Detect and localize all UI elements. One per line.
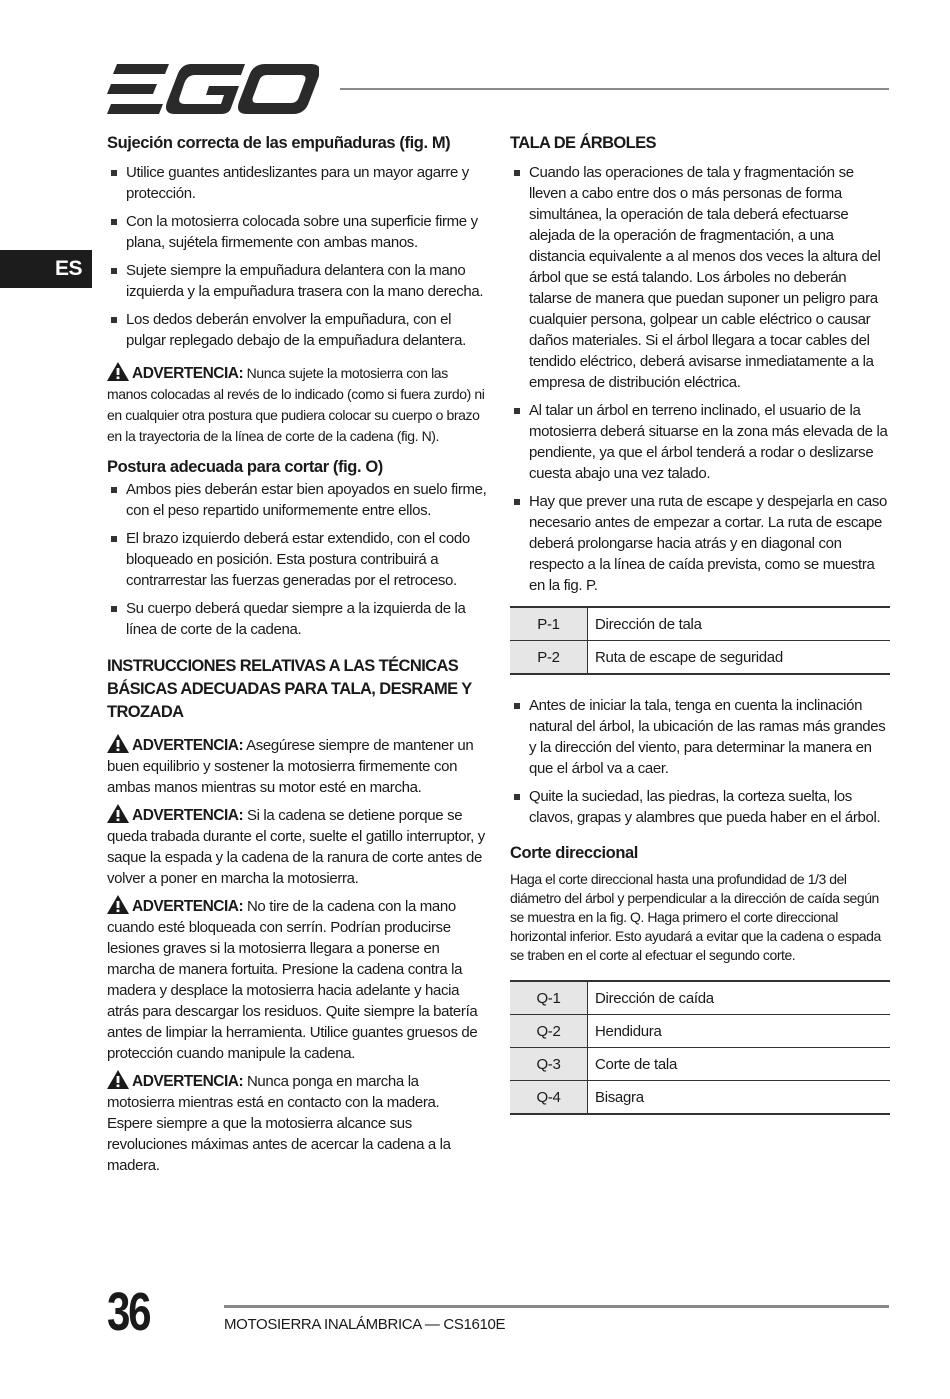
warning-icon xyxy=(107,734,129,753)
legend-code: Q-3 xyxy=(510,1048,588,1081)
legend-desc: Dirección de caída xyxy=(588,981,891,1015)
table-row xyxy=(510,1081,890,1115)
list-item: Hay que prever una ruta de escape y despejarla en caso necesario antes de empezar a cortar. La ruta de escape deberá prolongarse hacia atrás y en diagonal con respecto a la línea de caída prevista, como se muestra en la fig. P. xyxy=(510,491,890,596)
right-column xyxy=(510,132,890,1115)
footer-title: MOTOSIERRA INALÁMBRICA — CS1610E xyxy=(224,1316,506,1333)
table-row xyxy=(510,1015,890,1048)
warning-text: No tire de la cadena con la mano cuando esté bloqueada con serrín. Podrían producirse lesiones graves si la motosierra llegara a ponerse en marcha de manera fortuita. Presione la cadena contra la madera y desplace la motosierra hacia adelante y hacia atrás para descargar los residuos. Quite siempre la batería antes de limpiar la herramienta. Utilice guantes gruesos de protección cuando manipule la cadena. xyxy=(107,898,478,1062)
list-item: Utilice guantes antideslizantes para un mayor agarre y protección. xyxy=(107,162,487,204)
page-number: 36 xyxy=(107,1282,150,1342)
stance-list xyxy=(107,479,487,640)
notch-heading: Corte direccional xyxy=(510,844,638,862)
list-item: Su cuerpo deberá quedar siempre a la izquierda de la línea de corte de la cadena. xyxy=(107,598,487,640)
legend-desc: Dirección de tala xyxy=(588,607,891,641)
list-item: Sujete siempre la empuñadura delantera con la mano izquierda y la empuñadura trasera con la mano derecha. xyxy=(107,260,487,302)
warning-icon xyxy=(107,804,129,823)
warning-text: Nunca ponga en marcha la motosierra mientras está en contacto con la madera. Espere siempre a que la motosierra alcance sus revoluciones máximas antes de acercar la cadena a la madera. xyxy=(107,1073,451,1174)
left-column xyxy=(107,132,487,1182)
legend-code: Q-2 xyxy=(510,1015,588,1048)
list-item: Con la motosierra colocada sobre una superficie firme y plana, sujétela firmemente con ambas manos. xyxy=(107,211,487,253)
warning-label: ADVERTENCIA: xyxy=(132,1073,244,1090)
warning-block xyxy=(107,1070,487,1176)
grip-list xyxy=(107,162,487,351)
warning-block xyxy=(107,362,487,447)
list-item: Ambos pies deberán estar bien apoyados en suelo firme, con el peso repartido uniformemente entre ellos. xyxy=(107,479,487,521)
warning-icon xyxy=(107,362,129,381)
warning-label: ADVERTENCIA: xyxy=(132,807,244,824)
list-item: Quite la suciedad, las piedras, la corteza suelta, los clavos, grapas y alambres que pueda haber en el árbol. xyxy=(510,786,890,828)
legend-table-q xyxy=(510,980,890,1115)
legend-code: P-1 xyxy=(510,607,588,641)
legend-desc: Corte de tala xyxy=(588,1048,891,1081)
stance-heading: Postura adecuada para cortar (fig. O) xyxy=(107,458,383,476)
warning-text: Nunca sujete la motosierra con las manos colocadas al revés de lo indicado (como si fuera zurdo) ni en cualquier otra postura que pudiera colocar su cuerpo o brazo en la trayectoria de la línea de corte de la cadena (fig. N). xyxy=(107,365,485,444)
legend-code: P-2 xyxy=(510,641,588,675)
table-row xyxy=(510,981,890,1015)
ego-logo xyxy=(107,64,319,114)
legend-desc: Ruta de escape de seguridad xyxy=(588,641,891,675)
warning-block xyxy=(107,895,487,1064)
language-tab: ES xyxy=(0,250,92,288)
techniques-heading: INSTRUCCIONES RELATIVAS A LAS TÉCNICAS BÁSICAS ADECUADAS PARA TALA, DESRAME Y TROZADA xyxy=(107,657,472,721)
legend-code: Q-1 xyxy=(510,981,588,1015)
warning-block xyxy=(107,804,487,889)
footer-rule xyxy=(224,1305,889,1308)
warning-block xyxy=(107,734,487,798)
grip-heading: Sujeción correcta de las empuñaduras (fig. M) xyxy=(107,134,451,152)
warning-icon xyxy=(107,1070,129,1089)
felling-list xyxy=(510,162,890,596)
notch-text: Haga el corte direccional hasta una profundidad de 1/3 del diámetro del árbol y perpendicular a la dirección de caída según se muestra en la fig. Q. Haga primero el corte direccional horizontal inferior. Esto ayudará a evitar que la cadena o espada se traben en el corte al efectuar el segundo corte. xyxy=(510,871,881,963)
list-item: Los dedos deberán envolver la empuñadura, con el pulgar replegado debajo de la empuñadura delantera. xyxy=(107,309,487,351)
list-item: El brazo izquierdo deberá estar extendido, con el codo bloqueado en posición. Esta postura contribuirá a contrarrestar las fuerzas generadas por el retroceso. xyxy=(107,528,487,591)
legend-desc: Hendidura xyxy=(588,1015,891,1048)
list-item: Cuando las operaciones de tala y fragmentación se lleven a cabo entre dos o más personas de forma simultánea, la operación de tala deberá efectuarse alejada de la operación de fragmentación, a una distancia equivalente a al menos dos veces la altura del árbol que se está talando. Los árboles no deberán talarse de manera que puedan suponer un peligro para cualquier persona, golpear un cable eléctrico o causar daños materiales. Si el árbol llegara a tocar cables del tendido eléctrico, deberá avisarse inmediatamente a la empresa de distribución eléctrica. xyxy=(510,162,890,393)
legend-code: Q-4 xyxy=(510,1081,588,1115)
warning-text: Si la cadena se detiene porque se queda trabada durante el corte, suelte el gatillo interruptor, y saque la espada y la cadena de la ranura de corte antes de volver a poner en marcha la motosierra. xyxy=(107,807,485,887)
warning-icon xyxy=(107,895,129,914)
warning-label: ADVERTENCIA: xyxy=(132,737,244,754)
table-row xyxy=(510,607,890,641)
felling-list-2 xyxy=(510,695,890,828)
legend-desc: Bisagra xyxy=(588,1081,891,1115)
felling-heading: TALA DE ÁRBOLES xyxy=(510,134,656,152)
warning-text: Asegúrese siempre de mantener un buen equilibrio y sostener la motosierra firmemente con ambas manos mientras su motor esté en marcha. xyxy=(107,737,474,796)
legend-table-p xyxy=(510,606,890,675)
list-item: Al talar un árbol en terreno inclinado, el usuario de la motosierra deberá situarse en la zona más elevada de la pendiente, ya que el árbol tenderá a rodar o deslizarse cuesta abajo una vez talado. xyxy=(510,400,890,484)
warning-label: ADVERTENCIA: xyxy=(132,898,244,915)
list-item: Antes de iniciar la tala, tenga en cuenta la inclinación natural del árbol, la ubicación de las ramas más grandes y la dirección del viento, para determinar la manera en que el árbol va a caer. xyxy=(510,695,890,779)
table-row xyxy=(510,641,890,675)
warning-label: ADVERTENCIA: xyxy=(132,365,244,382)
table-row xyxy=(510,1048,890,1081)
header-rule xyxy=(340,88,889,90)
